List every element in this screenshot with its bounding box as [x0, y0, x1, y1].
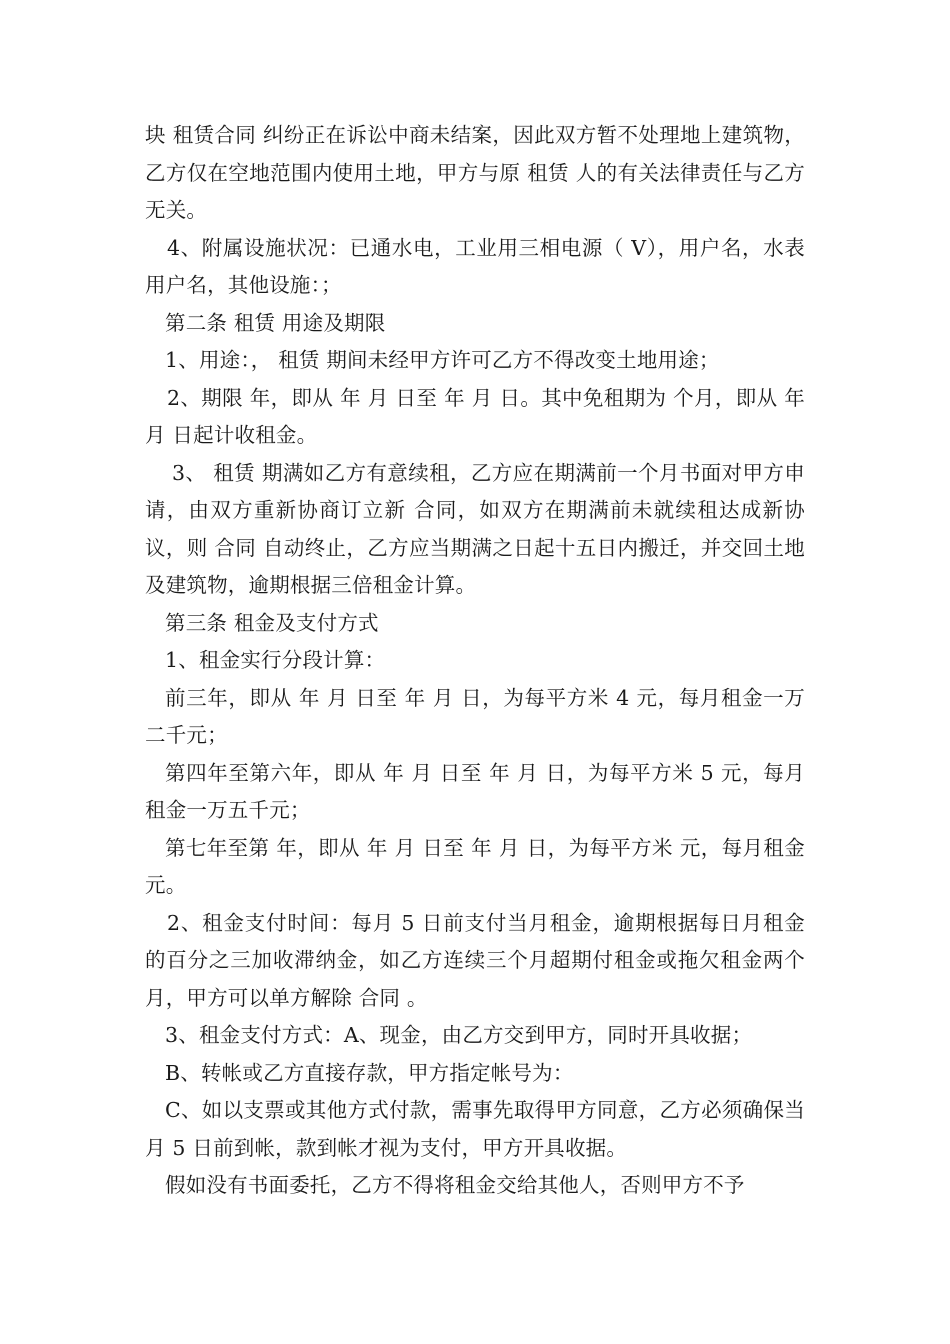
section-heading-article-2: 第二条 租赁 用途及期限 [165, 310, 386, 335]
paragraph-renewal: 3、 租赁 期满如乙方有意续租，乙方应在期满前一个月书面对甲方申请，由双方重新协商订立新 合同，如双方在期满前未就续租达成新协议，则 合同 自动终止，乙方应当期满之日起十五日内搬迁，并交回土地及建筑物，逾期根据三倍租金计算。 [145, 460, 805, 597]
paragraph-rent-year-seven-onward: 第七年至第 年，即从 年 月 日至 年 月 日，为每平方米 元，每月租金 元。 [145, 835, 805, 897]
paragraph-land-dispute: 块 租赁合同 纠纷正在诉讼中商未结案，因此双方暂不处理地上建筑物，乙方仅在空地范围内使用土地，甲方与原 租赁 人的有关法律责任与乙方无关。 [145, 123, 805, 222]
paragraph-payment-method-transfer: B、转帐或乙方直接存款，甲方指定帐号为： [165, 1060, 574, 1085]
paragraph-rent-years-four-to-six: 第四年至第六年，即从 年 月 日至 年 月 日，为每平方米 5 元，每月租金一万五千元； [145, 760, 805, 822]
paragraph-rent-first-three-years: 前三年，即从 年 月 日至 年 月 日，为每平方米 4 元，每月租金一万二千元； [145, 685, 805, 747]
paragraph-term: 2、期限 年，即从 年 月 日至 年 月 日。其中免租期为 个月，即从 年 月 日起计收租金。 [145, 385, 805, 447]
paragraph-facilities: 4、附属设施状况：已通水电，工业用三相电源（ V），用户名，水表用户名，其他设施：； [145, 235, 805, 297]
document-body [145, 117, 805, 1205]
section-heading-article-3: 第三条 租金及支付方式 [165, 610, 379, 635]
paragraph-payment-time: 2、租金支付时间：每月 5 日前支付当月租金，逾期根据每日月租金的百分之三加收滞纳金，如乙方连续三个月超期付租金或拖欠租金两个月，甲方可以单方解除 合同 。 [145, 910, 805, 1010]
paragraph-rent-stages: 1、租金实行分段计算： [165, 648, 386, 672]
paragraph-payment-method-cheque: C、如以支票或其他方式付款，需事先取得甲方同意，乙方必须确保当月 5 日前到帐，款到帐才视为支付，甲方开具收据。 [145, 1098, 805, 1160]
paragraph-payment-method-cash: 3、租金支付方式：A、现金，由乙方交到甲方，同时开具收据； [165, 1023, 753, 1047]
paragraph-written-authorization: 假如没有书面委托，乙方不得将租金交给其他人，否则甲方不予 [165, 1173, 745, 1197]
paragraph-usage: 1、用途：， 租赁 期间未经甲方许可乙方不得改变土地用途； [165, 348, 720, 372]
